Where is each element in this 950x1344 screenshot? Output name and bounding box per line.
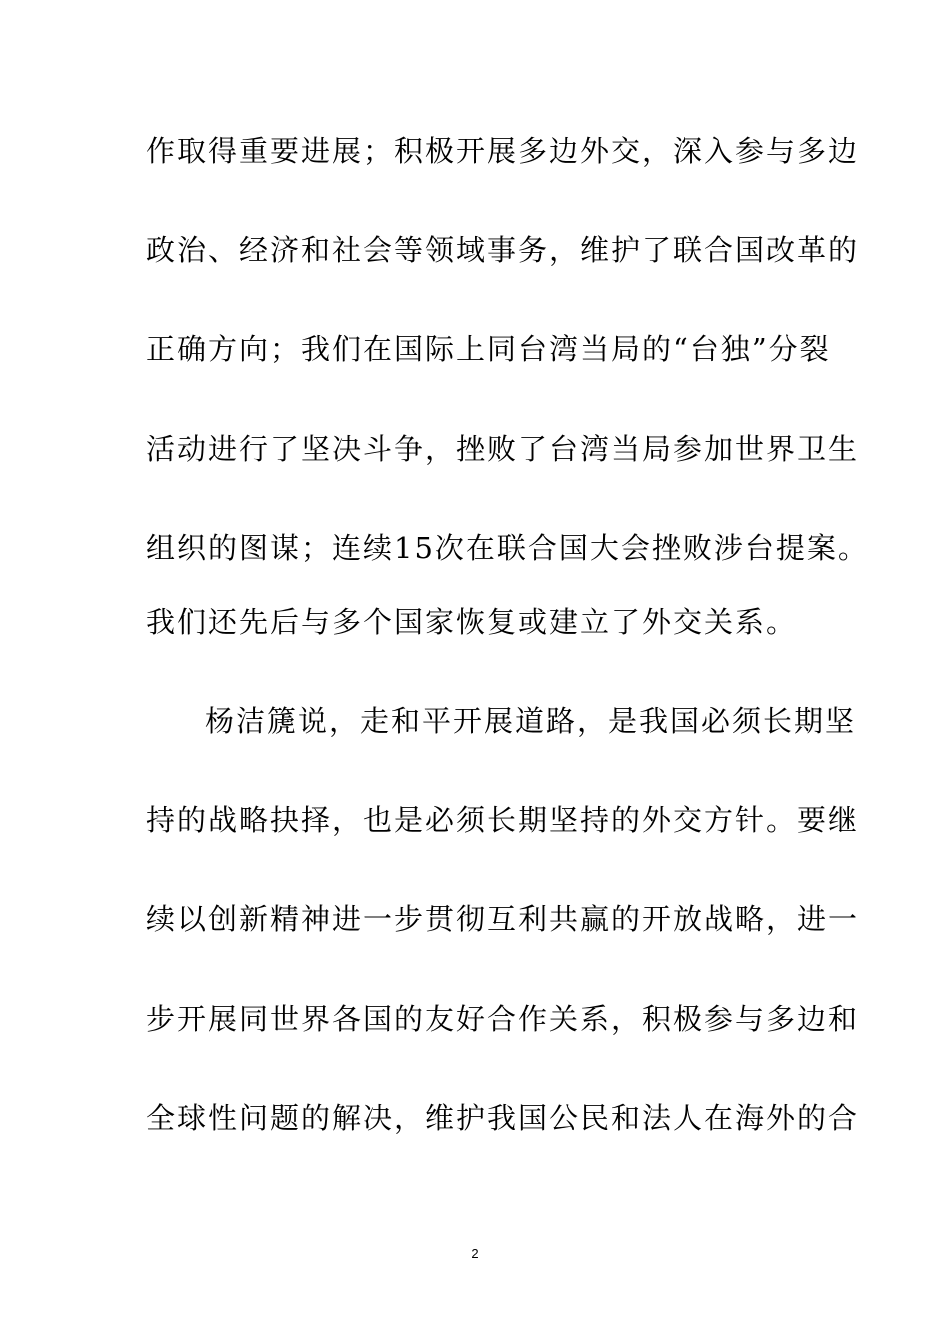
text-line: 作取得重要进展；积极开展多边外交，深入参与多边 (146, 134, 860, 168)
text-line: 步开展同世界各国的友好合作关系，积极参与多边和 (146, 1002, 860, 1036)
text-line: 正确方向；我们在国际上同台湾当局的“台独”分裂 (146, 332, 831, 366)
text-line: 续以创新精神进一步贯彻互利共赢的开放战略，进一 (146, 902, 860, 936)
page-number: 2 (471, 1246, 479, 1261)
text-line: 活动进行了坚决斗争，挫败了台湾当局参加世界卫生 (146, 432, 860, 466)
text-line: 组织的图谋；连续15次在联合国大会挫败涉台提案。 (146, 531, 869, 565)
text-line: 全球性问题的解决，维护我国公民和法人在海外的合 (146, 1101, 860, 1135)
text-line: 政治、经济和社会等领域事务，维护了联合国改革的 (146, 233, 860, 267)
text-line: 我们还先后与多个国家恢复或建立了外交关系。 (146, 605, 798, 639)
paragraph-first-line: 杨洁篪说，走和平开展道路，是我国必须长期坚 (205, 704, 857, 738)
text-line: 持的战略抉择，也是必须长期坚持的外交方针。要继 (146, 803, 860, 837)
